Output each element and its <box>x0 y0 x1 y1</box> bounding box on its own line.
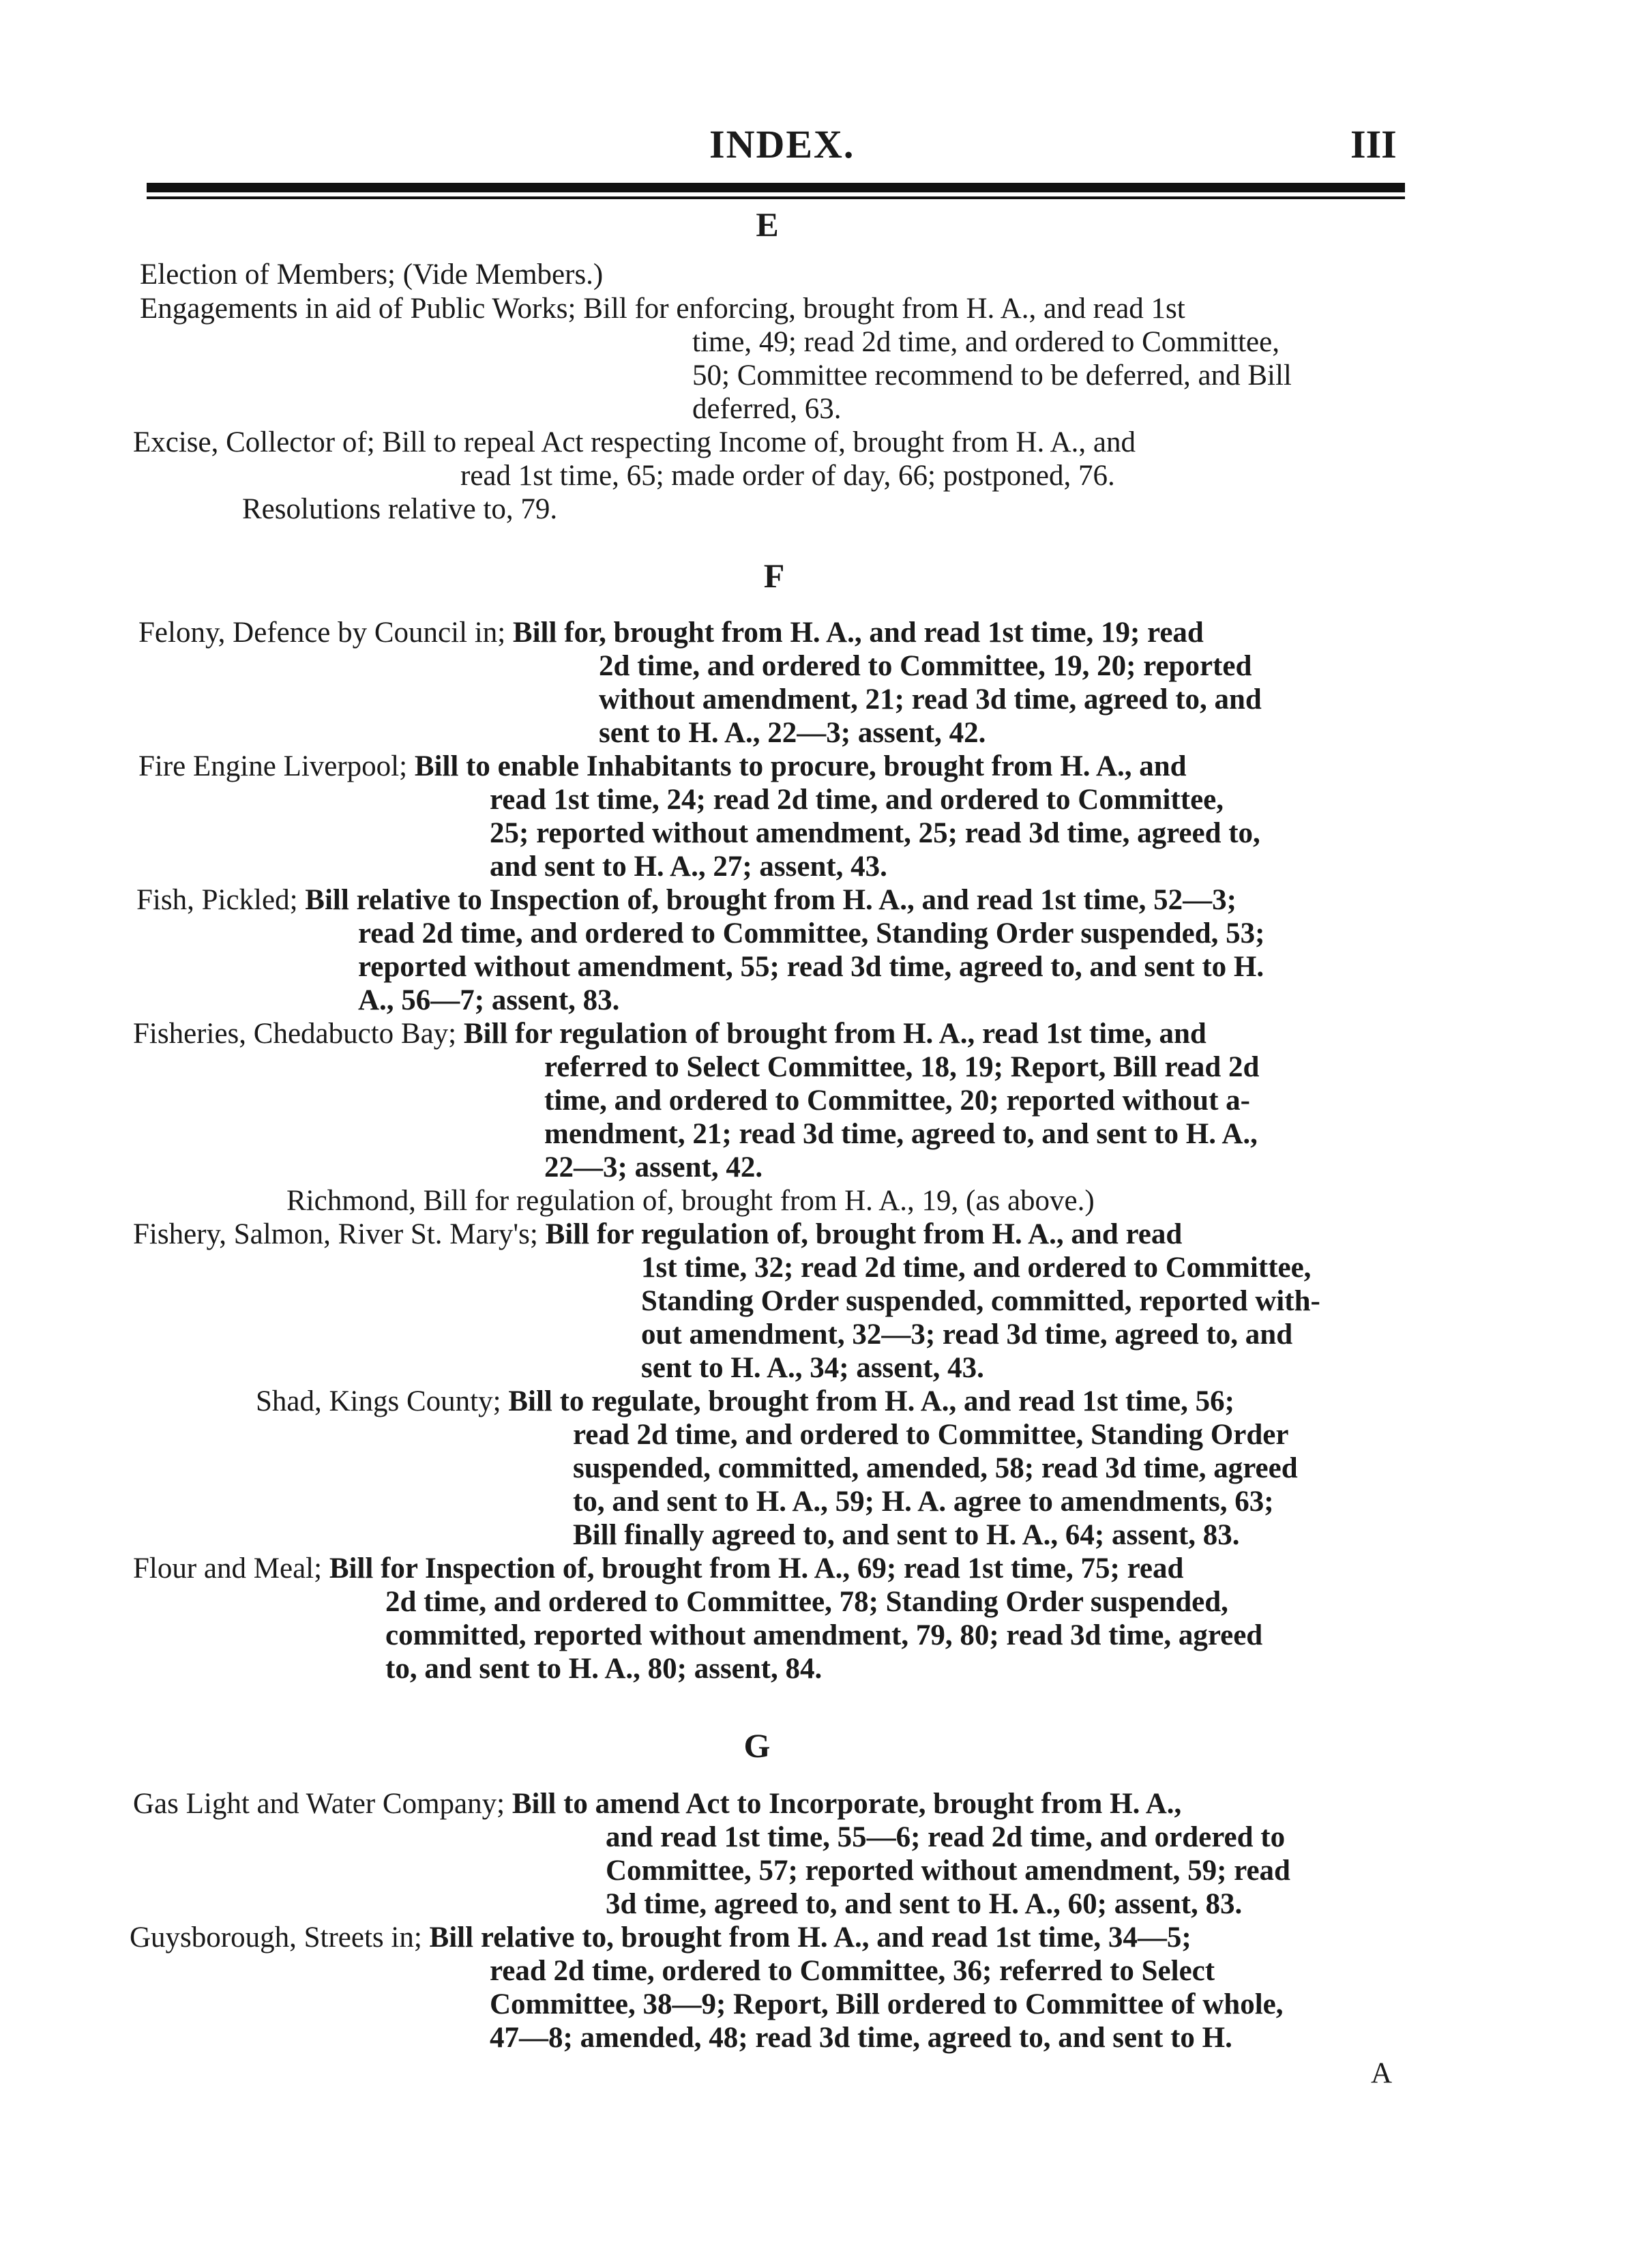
entry-text-line: Bill for regulation of, brought from H. A., and read <box>545 1218 1183 1250</box>
entry-heading: Election of Members; (Vide Members.) <box>140 259 604 291</box>
index-entry <box>286 1184 1414 1218</box>
entry-text-line: Standing Order suspended, committed, reported with- <box>641 1285 1320 1317</box>
entry-text-line: out amendment, 32—3; read 3d time, agreed to, and <box>641 1319 1293 1351</box>
entry-text-line: and read 1st time, 55—6; read 2d time, and ordered to <box>606 1821 1286 1853</box>
entry-text-line: Bill for Inspection of, brought from H. A., 69; read 1st time, 75; read <box>329 1552 1184 1585</box>
entry-text-line: 3d time, agreed to, and sent to H. A., 60; assent, 83. <box>606 1888 1243 1920</box>
entry-text-line: Committee, 57; reported without amendment, 59; read <box>606 1855 1290 1887</box>
index-entry <box>256 1385 1414 1418</box>
page-number: III <box>1350 122 1397 166</box>
entry-text-line: 25; reported without amendment, 25; read 3d time, agreed to, <box>490 817 1260 849</box>
entry-text-line: 47—8; amended, 48; read 3d time, agreed to, and sent to H. <box>490 2022 1232 2054</box>
entry-text-line: Bill to amend Act to Incorporate, brought from H. A., <box>512 1788 1182 1820</box>
entry-text-line: sent to H. A., 22—3; assent, 42. <box>599 717 986 749</box>
entry-text-line: 50; Committee recommend to be deferred, and Bill <box>692 359 1292 392</box>
header-rule-thin <box>147 196 1405 199</box>
entry-text-line: deferred, 63. <box>692 393 842 425</box>
entry-text-line: without amendment, 21; read 3d time, agreed to, and <box>599 683 1262 716</box>
entry-text-line: 22—3; assent, 42. <box>544 1151 763 1183</box>
entry-text-line: 2d time, and ordered to Committee, 19, 20; reported <box>599 650 1252 682</box>
entry-text-line: read 2d time, and ordered to Committee, Standing Order <box>573 1419 1289 1451</box>
entry-text-line: read 1st time, 24; read 2d time, and ordered to Committee, <box>490 784 1224 816</box>
entry-heading: Fisheries, Chedabucto Bay; <box>133 1018 464 1050</box>
entry-text-line: Bill to regulate, brought from H. A., and read 1st time, 56; <box>508 1385 1234 1417</box>
entry-heading: Fire Engine Liverpool; <box>138 750 415 782</box>
entry-text-line: to, and sent to H. A., 59; H. A. agree to amendments, 63; <box>573 1486 1274 1518</box>
entry-heading: Richmond, Bill for regulation of, brought from H. A., 19, (as above.) <box>286 1185 1095 1217</box>
index-entry <box>133 1017 1414 1050</box>
index-entry <box>130 1921 1414 1954</box>
entry-text-line: and sent to H. A., 27; assent, 43. <box>490 851 887 883</box>
entry-heading: Fish, Pickled; <box>136 884 306 916</box>
section-letter-e: E <box>756 205 779 244</box>
index-entry <box>140 258 1415 291</box>
index-entry <box>133 426 1415 459</box>
entry-text-line: Bill to repeal Act respecting Income of, brought from H. A., and <box>382 426 1136 458</box>
entry-heading: Felony, Defence by Council in; <box>138 617 513 649</box>
entry-text-line: A., 56—7; assent, 83. <box>358 984 620 1016</box>
entry-text-line: reported without amendment, 55; read 3d time, agreed to, and sent to H. <box>358 951 1264 983</box>
entry-text-line: referred to Select Committee, 18, 19; Report, Bill read 2d <box>544 1051 1260 1083</box>
entry-heading: Excise, Collector of; <box>133 426 383 458</box>
entry-heading: Guysborough, Streets in; <box>130 1921 430 1954</box>
entry-text-line: Bill for regulation of brought from H. A., read 1st time, and <box>463 1018 1207 1050</box>
entry-text-line: Bill for, brought from H. A., and read 1st time, 19; read <box>512 617 1204 649</box>
entry-text-line: read 2d time, ordered to Committee, 36; referred to Select <box>490 1955 1215 1987</box>
page-title: INDEX. <box>709 122 855 166</box>
header-rule-thick <box>147 183 1405 192</box>
entry-heading: Gas Light and Water Company; <box>133 1788 512 1820</box>
index-entry <box>138 750 1414 783</box>
entry-text-line: Bill for enforcing, brought from H. A., and read 1st <box>583 293 1185 325</box>
entry-heading: Fishery, Salmon, River St. Mary's; <box>133 1218 546 1250</box>
index-entry <box>136 883 1414 917</box>
entry-text-line: Bill relative to Inspection of, brought from H. A., and read 1st time, 52—3; <box>305 884 1237 916</box>
entry-heading: Resolutions relative to, 79. <box>242 493 558 525</box>
index-entry <box>242 492 1402 526</box>
entry-text-line: sent to H. A., 34; assent, 43. <box>641 1352 984 1384</box>
entry-text-line: to, and sent to H. A., 80; assent, 84. <box>385 1653 823 1685</box>
entry-text-line: read 2d time, and ordered to Committee, Standing Order suspended, 53; <box>358 917 1265 949</box>
entry-text-line: mendment, 21; read 3d time, agreed to, and sent to H. A., <box>544 1118 1258 1150</box>
entry-text-line: Bill finally agreed to, and sent to H. A., 64; assent, 83. <box>573 1519 1240 1551</box>
entry-text-line: 1st time, 32; read 2d time, and ordered to Committee, <box>641 1252 1312 1284</box>
entry-text-line: 2d time, and ordered to Committee, 78; Standing Order suspended, <box>385 1586 1228 1618</box>
entry-text-line: suspended, committed, amended, 58; read 3d time, agreed <box>573 1452 1298 1484</box>
entry-text-line: Committee, 38—9; Report, Bill ordered to Committee of whole, <box>490 1988 1284 2020</box>
index-entry <box>133 1552 1414 1585</box>
index-entry <box>138 616 1414 649</box>
trailing-fragment: A <box>1371 2057 1393 2089</box>
entry-heading: Shad, Kings County; <box>256 1385 509 1417</box>
index-entry <box>133 1787 1414 1821</box>
entry-text-line: time, 49; read 2d time, and ordered to Committee, <box>692 326 1279 358</box>
entry-text-line: read 1st time, 65; made order of day, 66; postponed, 76. <box>460 460 1115 492</box>
index-entry <box>140 292 1415 325</box>
entry-text-line: Bill to enable Inhabitants to procure, brought from H. A., and <box>414 750 1187 782</box>
entry-heading: Engagements in aid of Public Works; <box>140 293 584 325</box>
entry-text-line: Bill relative to, brought from H. A., and read 1st time, 34—5; <box>429 1921 1191 1954</box>
entry-text-line: time, and ordered to Committee, 20; reported without a- <box>544 1085 1250 1117</box>
section-letter-g: G <box>743 1726 771 1765</box>
index-entry <box>133 1218 1414 1251</box>
entry-text-line: committed, reported without amendment, 79, 80; read 3d time, agreed <box>385 1619 1263 1651</box>
entry-heading: Flour and Meal; <box>133 1552 329 1585</box>
section-letter-f: F <box>763 557 785 595</box>
